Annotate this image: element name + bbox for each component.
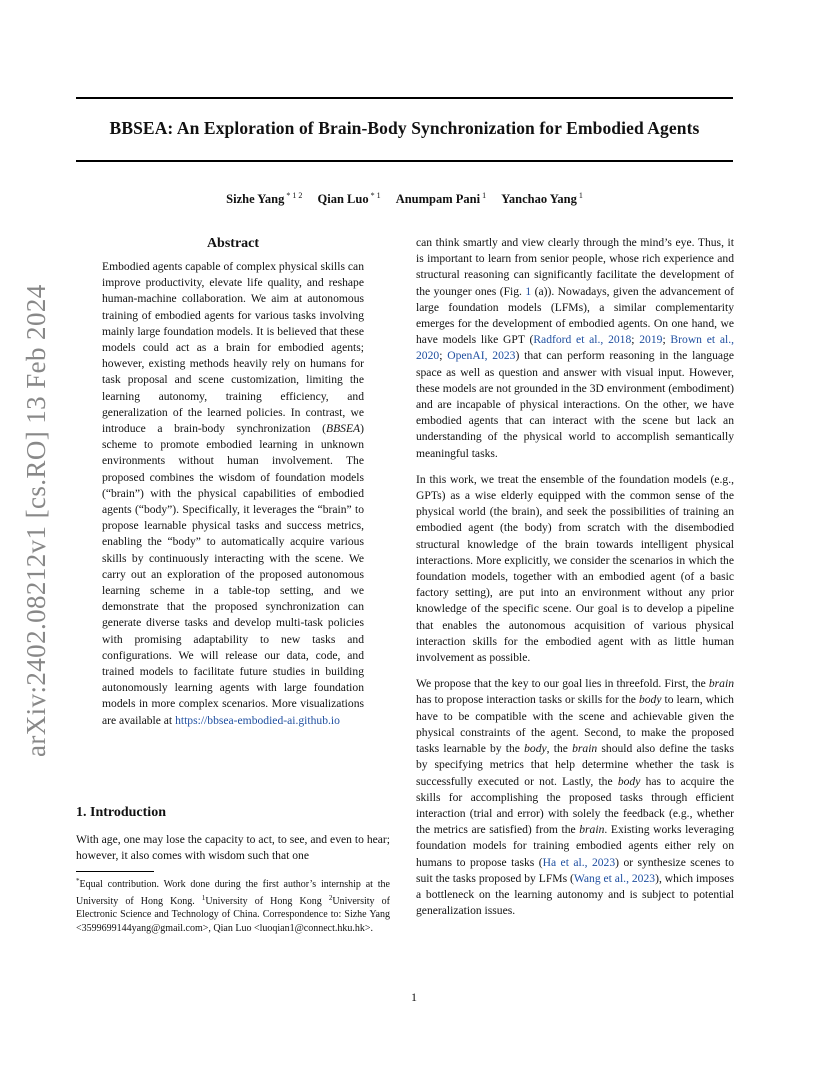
paragraph-3: We propose that the key to our goal lies in threefold. First, the brain has to propose interaction tasks or skills for the body to learn, which have to be compatible with the scene and achievable given the physical constraints of the agent. Second, to make the proposed tasks learnable by the body, the brain should also define the tasks by specifying metrics that help determine whether the task is successfully executed or not. Lastly, the body has to acquire the skills for accomplishing the proposed tasks through efficient interaction (trial and error) with solely the feedback (e.g., whether the metrics are satisfied) from the brain. Existing works leveraging foundation models for training embodied agents either rely on humans to propose tasks (Ha et al., 2023) or synthesize scenes to suit the tasks proposed by LFMs (Wang et al., 2023), which imposes a bottleneck on the learning autonomy and is subject to potential generalization issues. bbox=[416, 677, 734, 918]
title-rule-top bbox=[76, 97, 733, 99]
title-rule-bottom bbox=[76, 160, 733, 162]
figure-ref[interactable]: 1 bbox=[525, 284, 532, 298]
footnote: *Equal contribution. Work done during the first author’s internship at the University of Hong Kong. $^1$University of Hong Kong $^2$University of Electronic Science and Technology of China. Correspondence to: Sizhe Yang <3599699144yang@gmail.com>, Qian Luo <luoqian1@connect.hku.hk>. bbox=[76, 877, 390, 934]
citation-link[interactable]: Ha et al., 2023 bbox=[542, 855, 616, 869]
paragraph-1: can think smartly and view clearly through the mind’s eye. Thus, it is important to learn from senior people, whose rich experience and structural reasoning can significantly facilitate the development of the younger ones (Fig. 1 (a)). Nowadays, given the advancement of large foundation models (LFMs), a similar complementarity emerges for the development of embodied agents. On one hand, we have models like GPT (Radford et al., 2018; 2019; Brown et al., 2020; OpenAI, 2023) that can perform reasoning in the language space as well as question and answer with visual input. However, these models are not grounded in the 3D environment (embodiment) and are incapable of physical interactions. On the other, we have embodied agents that can interact with the scene but lack an understanding of the physical world to accomplish semantically meaningful tasks. bbox=[416, 236, 735, 460]
paragraph-2: In this work, we treat the ensemble of the foundation models (e.g., GPTs) as a wise elderly equipped with the common sense of the physical world (the brain), and seek the possibilities of training an embodied agent (the body) from scratch with the disembodied structural knowledge of the brain towards intelligent physical interactions. More explicitly, we consider the scenarios in which the foundation models, together with an embodied agent (of a basic factory setting), are put into an environment without any prior knowledge of the specific scene. Our goal is to develop a pipeline that enables the autonomous acquisition of various physical interaction skills for the embodied agent with as little human involvement as possible. bbox=[416, 472, 734, 665]
page-number: 1 bbox=[411, 990, 417, 1004]
right-column bbox=[416, 235, 734, 929]
introduction-text: With age, one may lose the capacity to act, to see, and even to hear; however, it also comes with wisdom such that one bbox=[76, 833, 390, 863]
abstract-heading: Abstract bbox=[206, 236, 260, 251]
citation-link[interactable]: Wang et al., 2023 bbox=[573, 871, 656, 885]
project-link[interactable]: https://bbsea-embodied-ai.github.io bbox=[175, 713, 340, 727]
section-heading-introduction: 1. Introduction bbox=[76, 805, 166, 820]
paper-title: BBSEA: An Exploration of Brain-Body Synchronization for Embodied Agents bbox=[109, 118, 700, 138]
author-list bbox=[76, 191, 733, 207]
citation-link[interactable]: 2019 bbox=[639, 333, 663, 347]
arxiv-identifier: arXiv:2402.08212v1 [cs.RO] 13 Feb 2024 bbox=[21, 284, 51, 757]
citation-link[interactable]: Radford et al., 2018 bbox=[533, 333, 632, 347]
citation-link[interactable]: OpenAI, 2023 bbox=[447, 349, 516, 363]
citation-link[interactable]: Brown et al., 2020 bbox=[416, 333, 735, 363]
abstract-body: Embodied agents capable of complex physical skills can improve productivity, elevate life quality, and reshape human-machine collaboration. We aim at autonomous training of embodied agents for various tasks involving mainly large foundation models. It is believed that these models could act as a brain for embodied agents; however, existing methods heavily rely on humans for task proposal and scene customization, limiting the learning autonomy, training efficiency, and generalization of the learned policies. In contrast, we introduce a brain-body synchronization (BBSEA) scheme to promote embodied learning in unknown environments without human involvement. The proposed combines the wisdom of foundation models (“brain”) with the physical capabilities of embodied agents (“body”). Specifically, it leverages the “brain” to propose learnable physical tasks and success metrics, enabling the “body” to automatically acquire various skills by continuously interacting with the scene. We carry out an exploration of the proposed autonomous learning scheme in a table-top setting, and we demonstrate that the proposed synchronization can generate diverse tasks and develop multi-task policies with promising adaptability to new tasks and configurations. We will release our data, code, and trained models to facilitate future studies in building autonomously learning agents with large foundation models in more complex scenarios. More visualizations are available at https://bbsea-embodied-ai.github.io bbox=[102, 260, 364, 727]
footnote-rule bbox=[76, 871, 154, 872]
author-1: Sizhe Yang $^{* 1 2}$ bbox=[226, 191, 303, 206]
author-3: Anumpam Pani $^1$ bbox=[395, 191, 487, 206]
author-4: Yanchao Yang $^1$ bbox=[501, 191, 583, 206]
author-2: Qian Luo $^{* 1}$ bbox=[317, 191, 381, 206]
